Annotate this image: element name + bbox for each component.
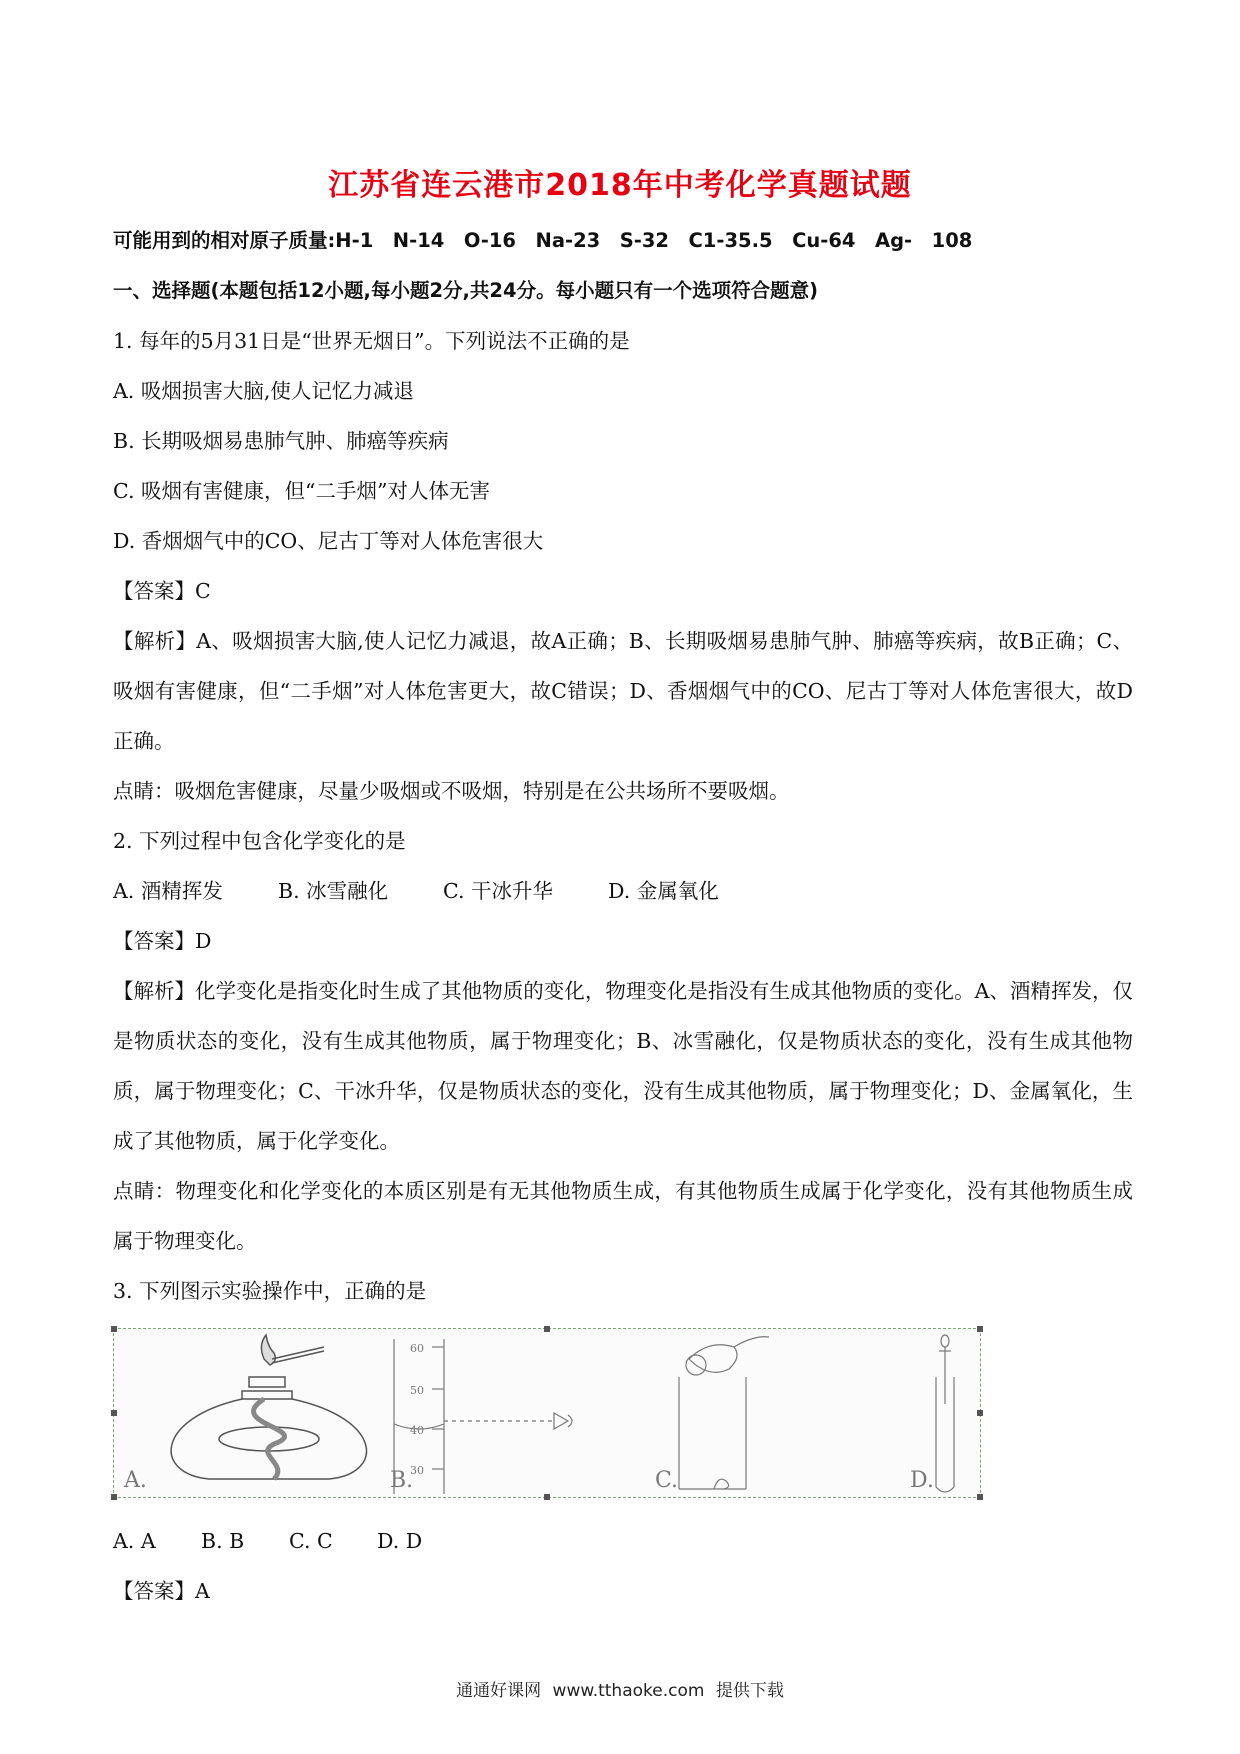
cylinder-tick-60: 60: [410, 1342, 424, 1355]
figure-resize-handle: [111, 1326, 117, 1332]
footer-note: 提供下载: [715, 1681, 784, 1701]
page-footer: [0, 1676, 1240, 1701]
q2-answer: 【答案】D: [113, 929, 212, 953]
q3-option-a: A. A: [113, 1529, 156, 1553]
q2-option-c: C. 干冰升华: [443, 879, 553, 903]
footer-url[interactable]: www.tthaoke.com: [552, 1681, 705, 1701]
eye-icon: [554, 1413, 572, 1429]
q2-option-d: D. 金属氧化: [608, 879, 719, 903]
cylinder-tick-40: 40: [410, 1424, 424, 1437]
q1-answer: 【答案】C: [113, 579, 211, 603]
footer-site-name: 通通好课网: [456, 1681, 542, 1701]
q1-comment: 点睛：吸烟危害健康，尽量少吸烟或不吸烟，特别是在公共场所不要吸烟。: [113, 779, 790, 803]
q2-option-a: A. 酒精挥发: [113, 879, 223, 903]
q2-options: [113, 876, 1133, 906]
figure-label-d: D.: [910, 1468, 934, 1493]
dropper-drawing: [936, 1335, 954, 1492]
q2-option-b: B. 冰雪融化: [278, 879, 389, 903]
experiment-figure: [113, 1328, 981, 1498]
q3-stem: 3. 下列图示实验操作中，正确的是: [113, 1279, 427, 1303]
section-heading: 一、选择题(本题包括12小题,每小题2分,共24分。每小题只有一个选项符合题意): [113, 279, 818, 302]
q1-option-c: C. 吸烟有害健康，但“二手烟”对人体无害: [113, 479, 490, 503]
figure-resize-handle: [544, 1326, 550, 1332]
q3-option-c: C. C: [289, 1529, 333, 1553]
q1-stem: 1. 每年的5月31日是“世界无烟日”。下列说法不正确的是: [113, 329, 630, 353]
flame-icon: [261, 1335, 275, 1365]
q3-option-d: D. D: [377, 1529, 423, 1553]
q1-option-d: D. 香烟烟气中的CO、尼古丁等对人体危害很大: [113, 529, 544, 553]
q2-analysis: 【解析】化学变化是指变化时生成了其他物质的变化，物理变化是指没有生成其他物质的变化。A、酒精挥发，仅是物质状态的变化，没有生成其他物质，属于物理变化；B、冰雪融化，仅是物质状态的变化，没有生成其他物质，属于物理变化；C、干冰升华，仅是物质状态的变化，没有生成其他物质，属于物理变化；D、金属氧化，生成了其他物质，属于化学变化。: [113, 979, 1133, 1153]
figure-resize-handle: [977, 1326, 983, 1332]
figure-label-c: C.: [655, 1468, 679, 1493]
solid-addition-drawing: [679, 1337, 769, 1489]
figure-resize-handle: [111, 1494, 117, 1500]
figure-label-a: A.: [124, 1468, 147, 1493]
page-title: 江苏省连云港市2018年中考化学真题试题: [328, 168, 912, 203]
figure-resize-handle: [977, 1410, 983, 1416]
q3-answer: 【答案】A: [113, 1579, 210, 1603]
figure-resize-handle: [977, 1494, 983, 1500]
figure-resize-handle: [111, 1410, 117, 1416]
q3-option-b: B. B: [201, 1529, 245, 1553]
q1-option-a: A. 吸烟损害大脑,使人记忆力减退: [113, 379, 414, 403]
figure-label-b: B.: [390, 1468, 414, 1493]
atomic-mass-line: 可能用到的相对原子质量:H-1 N-14 O-16 Na-23 S-32 C1-35.5 Cu-64 Ag- 108: [113, 229, 973, 252]
figure-resize-handle: [544, 1494, 550, 1500]
q1-analysis: 【解析】A、吸烟损害大脑,使人记忆力减退，故A正确；B、长期吸烟易患肺气肿、肺癌等疾病，故B正确；C、吸烟有害健康，但“二手烟”对人体危害更大，故C错误；D、香烟烟气中的CO、尼古丁等对人体危害很大，故D正确。: [113, 629, 1133, 753]
experiment-drawings: [114, 1329, 980, 1497]
q2-comment: 点睛：物理变化和化学变化的本质区别是有无其他物质生成，有其他物质生成属于化学变化，没有其他物质生成属于物理变化。: [113, 1179, 1133, 1253]
alcohol-lamp-drawing: [171, 1335, 366, 1479]
cylinder-tick-50: 50: [410, 1384, 424, 1397]
cylinder-tick-30: 30: [410, 1464, 424, 1477]
q3-options: [113, 1526, 1133, 1556]
q1-option-b: B. 长期吸烟易患肺气肿、肺癌等疾病: [113, 429, 449, 453]
q2-stem: 2. 下列过程中包含化学变化的是: [113, 829, 406, 853]
